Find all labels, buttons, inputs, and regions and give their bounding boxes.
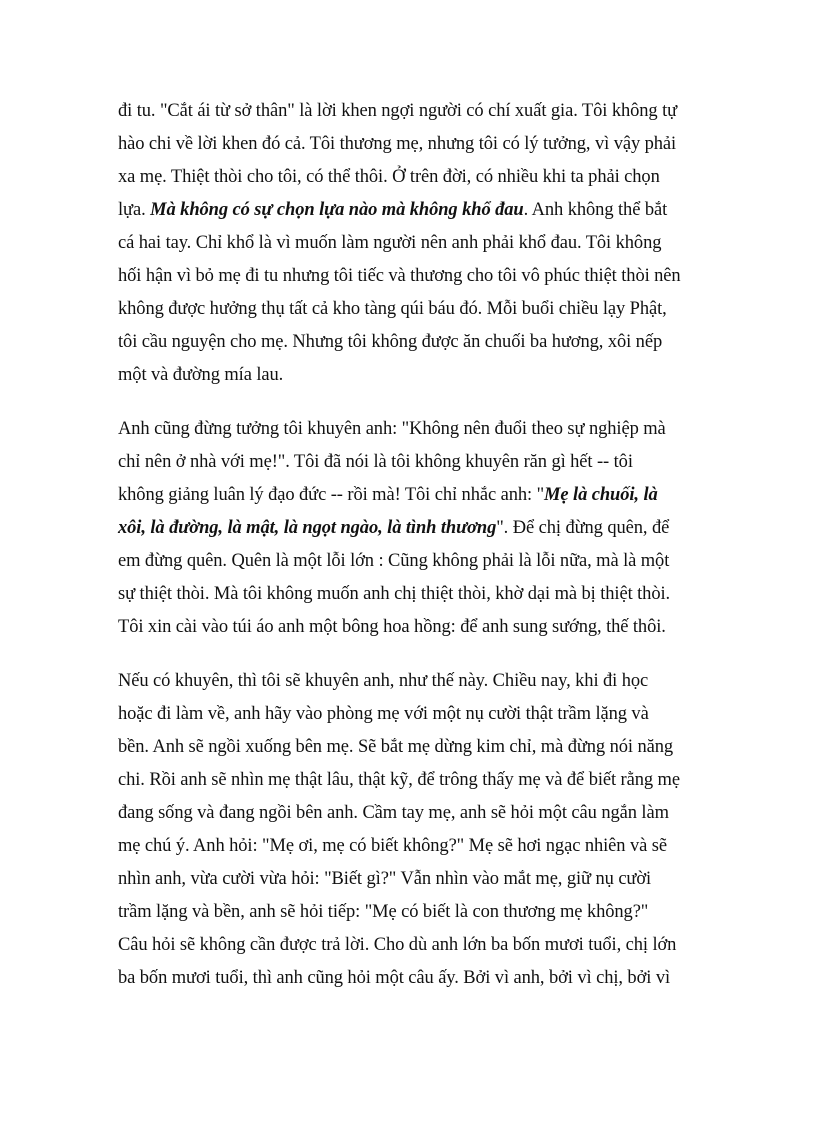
text-line <box>118 260 708 293</box>
text-segment: không được hưởng thụ tất cả kho tàng qúi báu đó. Mỗi buổi chiều lạy Phật, <box>118 299 667 319</box>
paragraph-spacer <box>118 392 708 413</box>
text-segment: hoặc đi làm về, anh hãy vào phòng mẹ với một nụ cười thật trầm lặng và <box>118 704 649 724</box>
text-line <box>118 446 708 479</box>
text-segment: Anh cũng đừng tưởng tôi khuyên anh: "Không nên đuổi theo sự nghiệp mà <box>118 419 666 439</box>
text-segment: hào chi về lời khen đó cả. Tôi thương mẹ, nhưng tôi có lý tưởng, vì vậy phải <box>118 134 677 154</box>
text-segment: ba bốn mươi tuổi, thì anh cũng hỏi một câu ấy. Bởi vì anh, bởi vì chị, bởi vì <box>118 968 671 988</box>
text-line <box>118 863 708 896</box>
text-line <box>118 830 708 863</box>
text-line <box>118 962 708 995</box>
text-segment: chỉ nên ở nhà với mẹ!". Tôi đã nói là tôi không khuyên răn gì hết -- tôi <box>118 452 633 472</box>
text-segment: đi tu. "Cắt ái từ sở thân" là lời khen ngợi người có chí xuất gia. Tôi không tự <box>118 101 678 121</box>
text-line <box>118 764 708 797</box>
text-segment: trầm lặng và bền, anh sẽ hỏi tiếp: "Mẹ có biết là con thương mẹ không?" <box>118 902 649 922</box>
text-line <box>118 161 708 194</box>
text-segment: chi. Rồi anh sẽ nhìn mẹ thật lâu, thật kỹ, để trông thấy mẹ và để biết rằng mẹ <box>118 770 680 790</box>
text-segment: bền. Anh sẽ ngồi xuống bên mẹ. Sẽ bắt mẹ dừng kim chỉ, mà đừng nói năng <box>118 737 674 757</box>
text-segment: xa mẹ. Thiệt thòi cho tôi, có thể thôi. Ở trên đời, có nhiều khi ta phải chọn <box>118 167 660 187</box>
text-segment: sự thiệt thòi. Mà tôi không muốn anh chị thiệt thòi, khờ dại mà bị thiệt thòi. <box>118 584 671 604</box>
text-segment: không giảng luân lý đạo đức -- rồi mà! Tôi chỉ nhắc anh: " <box>118 485 545 505</box>
document-page <box>118 95 708 995</box>
text-segment: đang sống và đang ngồi bên anh. Cầm tay mẹ, anh sẽ hỏi một câu ngắn làm <box>118 803 669 823</box>
text-segment: em đừng quên. Quên là một lỗi lớn : Cũng không phải là lỗi nữa, mà là một <box>118 551 670 571</box>
text-line <box>118 359 708 392</box>
text-line <box>118 611 708 644</box>
text-line <box>118 227 708 260</box>
text-line <box>118 326 708 359</box>
text-segment: lựa. <box>118 200 151 220</box>
text-line <box>118 731 708 764</box>
text-segment: Nếu có khuyên, thì tôi sẽ khuyên anh, như thế này. Chiều nay, khi đi học <box>118 671 649 691</box>
text-segment: Tôi xin cài vào túi áo anh một bông hoa hồng: để anh sung sướng, thế thôi. <box>118 617 666 637</box>
text-segment: mẹ chú ý. Anh hỏi: "Mẹ ơi, mẹ có biết không?" Mẹ sẽ hơi ngạc nhiên và sẽ <box>118 836 667 856</box>
text-line <box>118 929 708 962</box>
emphasized-text: xôi, là đường, là mật, là ngọt ngào, là tình thương <box>118 518 497 538</box>
text-line <box>118 578 708 611</box>
text-line <box>118 797 708 830</box>
text-line <box>118 896 708 929</box>
text-line <box>118 698 708 731</box>
text-line <box>118 413 708 446</box>
text-segment: ". Để chị đừng quên, để <box>496 518 670 538</box>
text-line <box>118 128 708 161</box>
paragraph <box>118 665 708 995</box>
text-line <box>118 665 708 698</box>
text-segment: cá hai tay. Chỉ khổ là vì muốn làm người nên anh phải khổ đau. Tôi không <box>118 233 662 253</box>
text-segment: nhìn anh, vừa cười vừa hỏi: "Biết gì?" Vẫn nhìn vào mắt mẹ, giữ nụ cười <box>118 869 652 889</box>
text-segment: tôi cầu nguyện cho mẹ. Nhưng tôi không được ăn chuối ba hương, xôi nếp <box>118 332 663 352</box>
text-line <box>118 95 708 128</box>
text-segment: . Anh không thể bắt <box>523 200 668 220</box>
text-segment: một và đường mía lau. <box>118 365 284 385</box>
text-segment: Câu hỏi sẽ không cần được trả lời. Cho dù anh lớn ba bốn mươi tuổi, chị lớn <box>118 935 677 955</box>
paragraph-spacer <box>118 644 708 665</box>
text-line <box>118 512 708 545</box>
paragraph <box>118 95 708 392</box>
emphasized-text: Mẹ là chuối, là <box>544 485 658 505</box>
text-line <box>118 545 708 578</box>
document-body <box>118 95 708 995</box>
text-line <box>118 293 708 326</box>
emphasized-text: Mà không có sự chọn lựa nào mà không khổ đau <box>150 200 524 220</box>
text-line <box>118 194 708 227</box>
text-line <box>118 479 708 512</box>
paragraph <box>118 413 708 644</box>
text-segment: hối hận vì bỏ mẹ đi tu nhưng tôi tiếc và thương cho tôi vô phúc thiệt thòi nên <box>118 266 681 286</box>
